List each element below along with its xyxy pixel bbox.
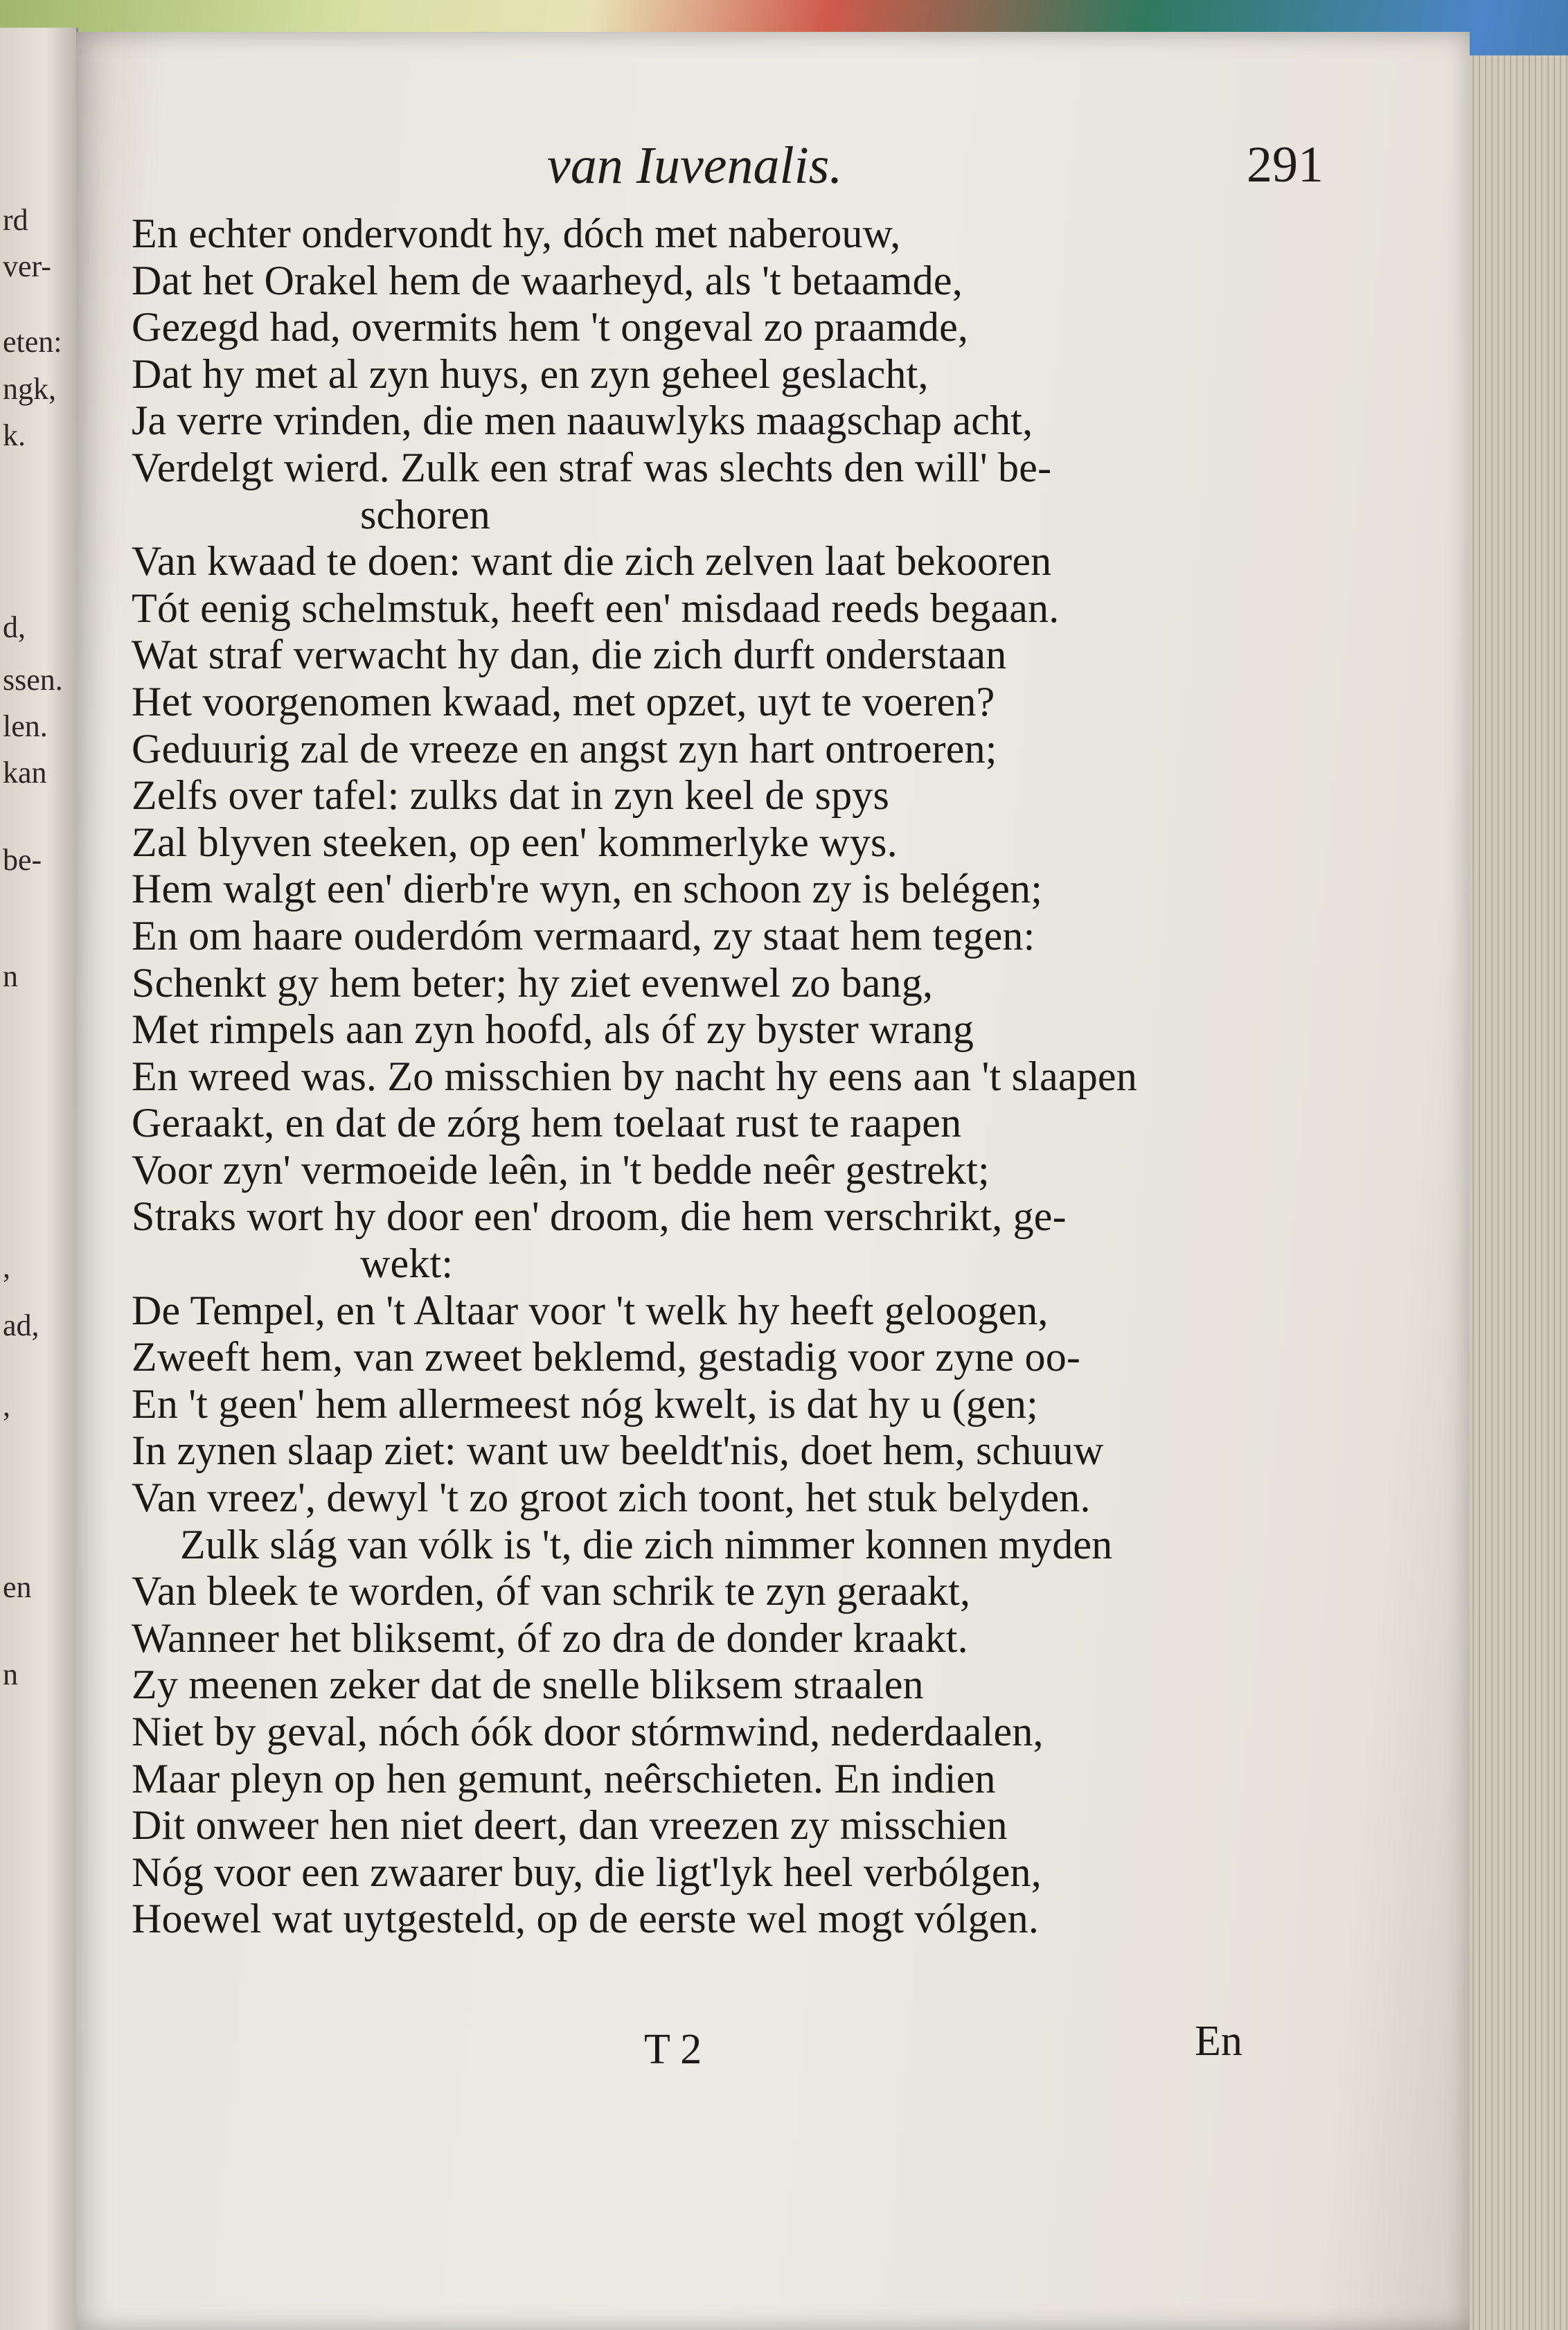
verse-line: schoren [360,491,490,537]
left-page-fragment: eten: [3,325,62,359]
left-page-fragment: len. [3,709,48,743]
verse-line: wekt: [360,1240,454,1287]
left-page-fragment: be- [3,843,42,877]
page-edges [1468,55,1568,2330]
verse-line: Maar pleyn op hen gemunt, neêrschieten. En indien [132,1755,996,1802]
verse-line: Verdelgt wierd. Zulk een straf was slechts den will' be- [132,444,1052,490]
verse-line: Voor zyn' vermoeide leên, in 't bedde neêr gestrekt; [132,1146,990,1193]
verse-line: Geraakt, en dat de zórg hem toelaat rust te raapen [132,1100,962,1146]
verse-line: Zelfs over tafel: zulks dat in zyn keel de spys [132,772,890,819]
left-page-fragment: d, [3,610,26,644]
verse-line: En om haare ouderdóm vermaard, zy staat hem tegen: [132,912,1035,959]
verse-line: Geduurig zal de vreeze en angst zyn hart ontroeren; [132,725,997,772]
verse-line: Zulk slág van vólk is 't, die zich nimmer konnen myden [180,1521,1113,1567]
verse-line: Schenkt gy hem beter; hy ziet evenwel zo bang, [132,959,934,1006]
verse-line: Zal blyven steeken, op een' kommerlyke wys. [132,819,898,865]
verse-line: De Tempel, en 't Altaar voor 't welk hy heeft geloogen, [132,1287,1049,1333]
verse-line: Ja verre vrinden, die men naauwlyks maagschap acht, [132,398,1033,444]
verse-line: Dit onweer hen niet deert, dan vreezen zy misschien [132,1802,1008,1849]
left-page [0,28,78,2330]
left-page-fragment: ad, [3,1308,39,1342]
book-page [76,32,1470,2330]
left-page-fragment: kan [3,756,47,790]
verse-line: Zweeft hem, van zweet beklemd, gestadig voor zyne oo- [132,1334,1081,1380]
verse-line: Straks wort hy door een' droom, die hem verschrikt, ge- [132,1193,1067,1240]
verse-line: Zy meenen zeker dat de snelle bliksem straalen [132,1662,924,1708]
verse-line: Hem walgt een' dierb're wyn, en schoon zy is belégen; [132,866,1043,912]
verse-line: Gezegd had, overmits hem 't ongeval zo praamde, [132,304,969,350]
left-page-fragment: n [3,1657,18,1691]
verse-line: Dat hy met al zyn huys, en zyn geheel geslacht, [132,350,929,397]
verse-line: Met rimpels aan zyn hoofd, als óf zy byster wrang [132,1006,974,1053]
left-page-fragment: , [3,1250,10,1284]
left-page-fragment: k. [3,418,26,452]
printer-signature: T 2 [644,2026,702,2073]
page-number: 291 [1247,136,1324,193]
left-page-fragment: , [3,1388,10,1423]
verse-line: Wat straf verwacht hy dan, die zich durft onderstaan [132,632,1007,678]
verse-line: Hoewel wat uytgesteld, op de eerste wel mogt vólgen. [132,1896,1040,1942]
left-page-fragment: n [3,959,18,993]
verse-line: Niet by geval, nóch óók door stórmwind, nederdaalen, [132,1709,1044,1754]
left-page-fragment: ver- [3,249,51,284]
left-page-fragment: ngk, [3,371,56,406]
left-page-fragment: en [3,1570,32,1604]
verse-line: Van bleek te worden, óf van schrik te zyn geraakt, [132,1568,971,1615]
verse-line: Nóg voor een zwaarer buy, die ligt'lyk heel verbólgen, [132,1849,1042,1895]
verse-line: En echter ondervondt hy, dóch met naberouw, [132,211,901,256]
verse-line: Het voorgenomen kwaad, met opzet, uyt te voeren? [132,678,995,724]
catchword: En [1195,2018,1242,2065]
left-page-fragment: ssen. [3,662,63,697]
verse-line: Dat het Orakel hem de waarheyd, als 't betaamde, [132,257,963,303]
verse-line: In zynen slaap ziet: want uw beeldt'nis, doet hem, schuuw [132,1428,1104,1474]
verse-line: En wreed was. Zo misschien by nacht hy eens aan 't slaapen [132,1053,1137,1099]
verse-line: En 't geen' hem allermeest nóg kwelt, is dat hy u (gen; [132,1380,1038,1427]
verse-line: Tót eenig schelmstuk, heeft een' misdaad reeds begaan. [132,585,1060,631]
left-page-fragment: rd [3,203,28,237]
running-head: van Iuvenalis. [547,136,843,195]
verse-line: Wanneer het bliksemt, óf zo dra de donder kraakt. [132,1615,968,1661]
verse-line: Van kwaad te doen: want die zich zelven laat bekooren [132,538,1052,585]
verse-text [132,211,1337,1943]
verse-line: Van vreez', dewyl 't zo groot zich toont, het stuk belyden. [132,1475,1091,1521]
